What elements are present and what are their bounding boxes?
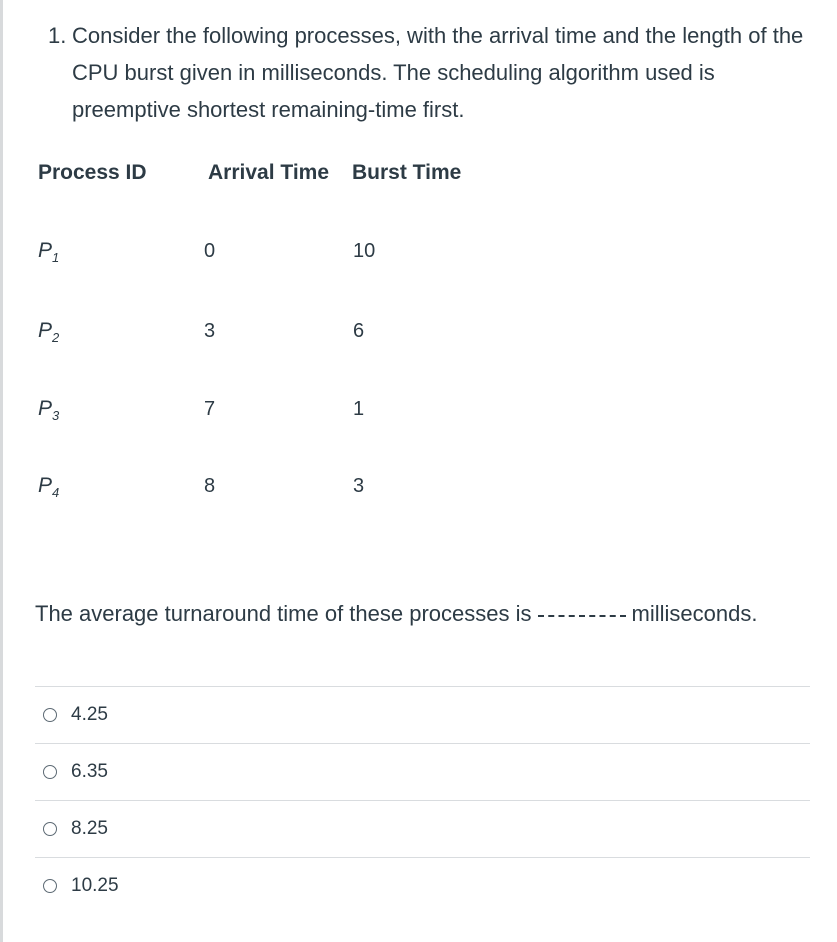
option-label: 4.25 xyxy=(71,704,108,725)
prompt-text-before: The average turnaround time of these processes is xyxy=(35,601,532,626)
option-8-25[interactable] xyxy=(35,800,810,857)
process-id-p4: $P_4$ xyxy=(38,474,60,500)
process-id-p3: $P_3$ xyxy=(38,397,60,423)
question-block xyxy=(48,17,818,122)
option-6-35[interactable] xyxy=(35,743,810,800)
arrival-time-p2: 3 xyxy=(204,320,216,342)
burst-time-p3: 1 xyxy=(353,398,365,420)
answer-blank xyxy=(538,615,626,617)
radio-button-icon[interactable] xyxy=(43,708,57,722)
burst-time-p2: 6 xyxy=(353,320,365,342)
header-burst-time: Burst Time xyxy=(352,161,462,184)
option-10-25[interactable] xyxy=(35,857,810,914)
option-4-25[interactable] xyxy=(35,686,810,743)
radio-button-icon[interactable] xyxy=(43,822,57,836)
option-label: 8.25 xyxy=(71,818,108,839)
arrival-time-p1: 0 xyxy=(204,240,216,262)
question-text: Consider the following processes, with the arrival time and the length of the CPU burst given in milliseconds. The scheduling algorithm used is preemptive shortest remaining-time first. xyxy=(72,23,804,122)
answer-options xyxy=(35,686,810,914)
radio-button-icon[interactable] xyxy=(43,879,57,893)
radio-button-icon[interactable] xyxy=(43,765,57,779)
prompt-text-after: milliseconds. xyxy=(631,601,758,626)
arrival-time-p4: 8 xyxy=(204,475,216,497)
burst-time-p1: 10 xyxy=(353,240,376,262)
process-id-p1: $P_1$ xyxy=(38,239,60,265)
option-label: 10.25 xyxy=(71,875,119,896)
process-id-p2: $P_2$ xyxy=(38,319,60,345)
left-border xyxy=(0,0,3,942)
question-number: 1. xyxy=(48,23,67,48)
option-label: 6.35 xyxy=(71,761,108,782)
fill-in-prompt xyxy=(35,600,757,628)
header-process-id: Process ID xyxy=(38,161,147,184)
header-arrival-time: Arrival Time xyxy=(208,161,330,184)
arrival-time-p3: 7 xyxy=(204,398,216,420)
burst-time-p4: 3 xyxy=(353,475,365,497)
